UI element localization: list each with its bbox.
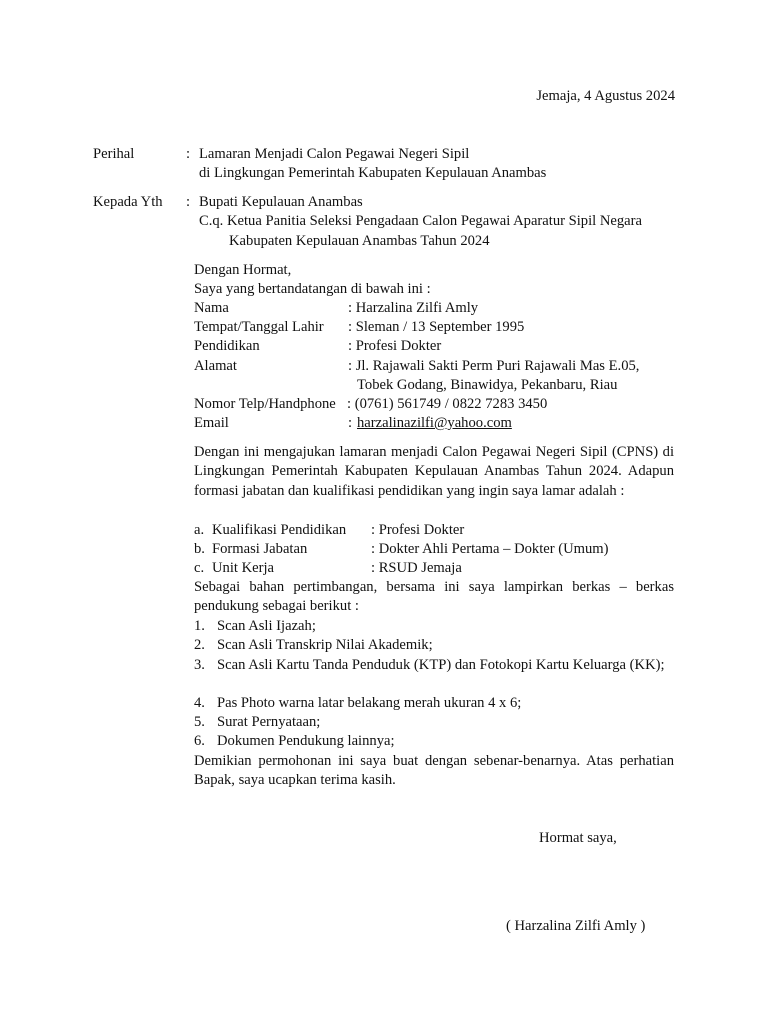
kepada-line-2: C.q. Ketua Panitia Seleksi Pengadaan Calon Pegawai Aparatur Sipil Negara [199,213,642,229]
identity-label: Nomor Telp/Handphone [194,396,336,412]
attachment-text: Dokumen Pendukung lainnya; [217,733,395,749]
formation-value: : Dokter Ahli Pertama – Dokter (Umum) [371,541,609,557]
identity-value: : Sleman / 13 September 1995 [348,319,525,335]
formation-label: Kualifikasi Pendidikan [212,522,347,538]
formation-value: : RSUD Jemaja [371,560,462,576]
email-colon: : [348,415,353,431]
formation-label: Formasi Jabatan [212,541,308,557]
attachment-number: 5. [194,714,205,730]
identity-value: : Profesi Dokter [348,338,442,354]
place-date: Jemaja, 4 Agustus 2024 [536,88,675,104]
identity-label: Pendidikan [194,338,260,354]
greeting: Dengan Hormat, [194,262,292,278]
attachment-number: 6. [194,733,205,749]
identity-value: : Jl. Rajawali Sakti Perm Puri Rajawali Mas E.05, [348,358,640,374]
identity-value: : Harzalina Zilfi Amly [348,300,479,316]
attachment-text: Scan Asli Transkrip Nilai Akademik; [217,637,433,653]
identity-label: Email [194,415,229,431]
formation-label: Unit Kerja [212,560,275,576]
kepada-label: Kepada Yth [93,194,163,210]
identity-label: Nama [194,300,229,316]
perihal-line-2: di Lingkungan Pemerintah Kabupaten Kepulauan Anambas [199,165,547,181]
attachment-text: Surat Pernyataan; [217,714,321,730]
attachment-text: Scan Asli Kartu Tanda Penduduk (KTP) dan Fotokopi Kartu Keluarga (KK); [217,657,665,673]
signature-name: ( Harzalina Zilfi Amly ) [506,918,646,934]
attachment-number: 3. [194,657,205,673]
attachment-number: 4. [194,695,205,711]
identity-value: : (0761) 561749 / 0822 7283 3450 [347,396,548,412]
formation-marker: a. [194,522,205,538]
attachment-item [0,656,768,696]
email-link[interactable]: harzalinazilfi@yahoo.com [357,415,512,431]
identity-value: Tobek Godang, Binawidya, Pekanbaru, Riau [357,377,618,393]
formation-marker: b. [194,541,205,557]
attachment-text: Scan Asli Ijazah; [217,618,316,634]
attachment-number: 2. [194,637,205,653]
formation-value: : Profesi Dokter [371,522,465,538]
attachment-text: Pas Photo warna latar belakang merah ukuran 4 x 6; [217,695,522,711]
attachment-intro-paragraph: Sebagai bahan pertimbangan, bersama ini saya lampirkan berkas – berkas pendukung sebagai berikut : [194,579,674,615]
perihal-label: Perihal [93,146,135,162]
identity-label: Alamat [194,358,237,374]
perihal-colon: : [186,146,191,162]
formation-marker: c. [194,560,205,576]
closing-paragraph: Demikian permohonan ini saya buat dengan sebenar-benarnya. Atas perhatian Bapak, saya ucapkan terima kasih. [194,753,674,789]
attachment-number: 1. [194,618,205,634]
application-paragraph: Dengan ini mengajukan lamaran menjadi Calon Pegawai Negeri Sipil (CPNS) di Lingkungan Pemerintah Kabupaten Kepulauan Anambas Tahun 2024. Adapun formasi jabatan dan kualifikasi pendidikan yang ingin saya lamar adalah : [194,444,674,499]
perihal-line-1: Lamaran Menjadi Calon Pegawai Negeri Sipil [199,146,470,162]
kepada-line-3: Kabupaten Kepulauan Anambas Tahun 2024 [229,233,490,249]
intro-line: Saya yang bertandatangan di bawah ini : [194,281,431,297]
kepada-line-1: Bupati Kepulauan Anambas [199,194,363,210]
identity-label: Tempat/Tanggal Lahir [194,319,324,335]
kepada-colon: : [186,194,191,210]
signoff: Hormat saya, [539,830,617,846]
